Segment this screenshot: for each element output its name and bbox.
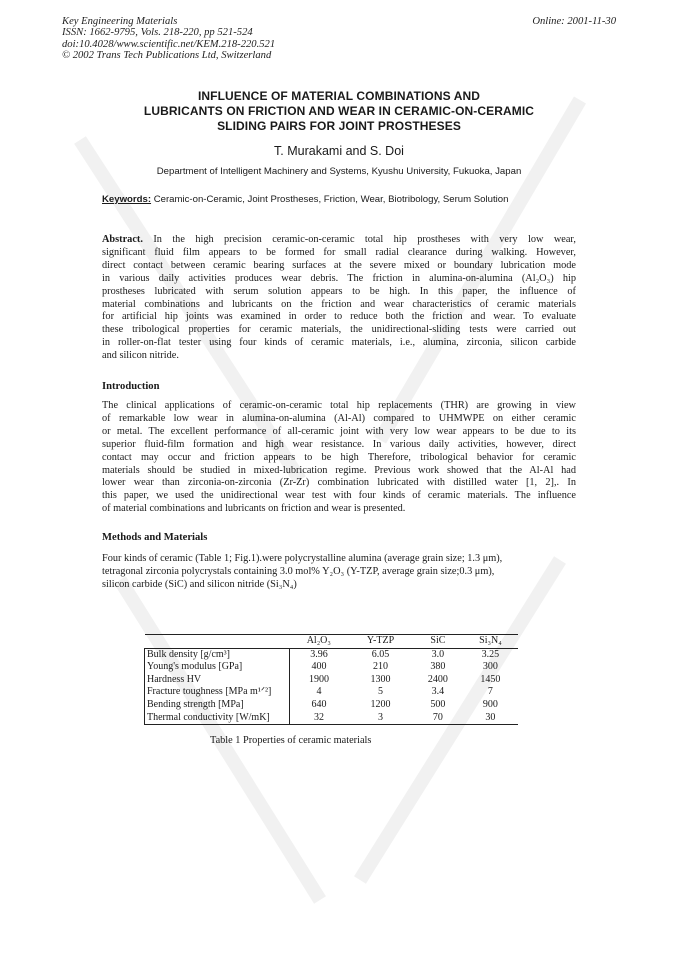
table-cell: 400 <box>311 661 327 673</box>
journal-name: Key Engineering Materials <box>62 16 178 27</box>
table-cell: 5 <box>378 686 384 698</box>
abstract-line: in various daily activities produces wear debris. The friction in alumina-on-alumina (Al₂O₃) hip <box>102 272 576 284</box>
doi-line: doi:10.4028/www.scientific.net/KEM.218-220.521 <box>62 38 276 50</box>
introduction-paragraph <box>102 400 576 516</box>
authors: T. Murakami and S. Doi <box>274 144 404 158</box>
abstract-line: material combinations and lubricants on the friction and wear characteristics of ceramic materials <box>102 298 576 310</box>
table-cell: 7 <box>487 686 493 698</box>
abstract-line: significant fluid film appears to be formed for small radial clearance during walking. However, <box>102 246 576 258</box>
abstract-line <box>102 234 576 247</box>
table-cell: Fracture toughness [MPa m¹ᐟ²] <box>145 686 290 699</box>
table-row <box>145 674 519 687</box>
properties-table <box>144 634 518 725</box>
table-row <box>145 699 519 712</box>
methods-line: Four kinds of ceramic (Table 1; Fig.1).were polycrystalline alumina (average grain size; 1.3 μm), <box>102 553 503 564</box>
table-header-cell: SiC <box>413 635 463 649</box>
title-line: INFLUENCE OF MATERIAL COMBINATIONS AND <box>197 89 480 103</box>
table-cell: 32 <box>290 712 349 725</box>
introduction-line: superior fluid-film formation and high wear resistance. In various daily activities, however, direct <box>102 438 576 450</box>
journal-header <box>62 16 275 62</box>
table-header-cell: Y-TZP <box>348 635 413 649</box>
abstract-paragraph <box>102 234 576 363</box>
abstract-line: these tribological properties for ceramic materials, the unidirectional-sliding tests were carried out <box>102 324 576 336</box>
table-row <box>145 712 519 725</box>
table-cell: Young's modulus [GPa] <box>145 661 290 674</box>
table-cell: 500 <box>430 698 446 710</box>
table-header-cell <box>145 635 290 649</box>
introduction-line: The clinical applications of ceramic-on-ceramic total hip replacements (THR) are growing in view <box>102 400 576 411</box>
table-cell: 640 <box>311 698 327 710</box>
methods-paragraph <box>102 553 576 592</box>
table-caption: Table 1 Properties of ceramic materials <box>210 735 372 746</box>
table-cell: 300 <box>482 661 498 673</box>
table-cell: Hardness HV <box>145 674 290 687</box>
affiliation: Department of Intelligent Machinery and Systems, Kyushu University, Fukuoka, Japan <box>156 166 522 177</box>
table-header-cell: Si₃N₄ <box>463 635 518 649</box>
table-cell: 3 <box>348 712 413 725</box>
online-date: Online: 2001-11-30 <box>532 16 616 27</box>
keywords-text: Ceramic-on-Ceramic, Joint Prostheses, Friction, Wear, Biotribology, Serum Solution <box>151 194 509 205</box>
table-cell: 1900 <box>309 673 330 685</box>
table-cell: 1300 <box>370 673 391 685</box>
table-cell: 3.4 <box>431 686 445 698</box>
table-row <box>145 648 519 661</box>
table-cell: Bending strength [MPa] <box>145 699 290 712</box>
abstract-line: in roller-on-flat tester using four kinds of ceramic materials, i.e., alumina, zirconia, silicon carbide <box>102 337 576 349</box>
abstract-line: and silicon nitride. <box>102 350 179 362</box>
table-cell: 1200 <box>370 698 391 710</box>
introduction-line: or metal. The excellent performance of all-ceramic joint with very low wear appears to be due to its <box>102 425 576 437</box>
introduction-line: of remarkable low wear in alumina-on-alumina (Al-Al) compared to UHMWPE on either ceramic <box>102 412 576 424</box>
abstract-line: direct contact between ceramic bearing surfaces at the severe mixed or boundary lubrication mode <box>102 259 576 271</box>
table-cell: 2400 <box>427 673 448 685</box>
table-cell: 30 <box>463 712 518 725</box>
table-cell: Thermal conductivity [W/mK] <box>145 712 290 725</box>
abstract-label: Abstract. <box>102 234 143 245</box>
copyright-line: © 2002 Trans Tech Publications Ltd, Switzerland <box>62 50 272 62</box>
introduction-line: contact may occur and friction appears to be high Therefore, tribological behavior for ceramic <box>102 451 576 463</box>
table-cell: 1450 <box>480 673 501 685</box>
title-line: LUBRICANTS ON FRICTION AND WEAR IN CERAMIC-ON-CERAMIC <box>143 104 535 118</box>
methods-line: tetragonal zirconia polycrystals containing 3.0 mol% Y₂O₃ (Y-TZP, average grain size;0.3 μm), <box>102 565 495 577</box>
introduction-line: lower wear than zirconia-on-zirconia (Zr-Zr) combination lubricated with distilled water [1, 2],. In <box>102 477 576 489</box>
table-cell: 6.05 <box>371 648 390 660</box>
methods-line: silicon carbide (SiC) and silicon nitride (Si₃N₄) <box>102 578 297 590</box>
keywords-label: Keywords: <box>102 194 152 205</box>
paper-title <box>90 89 588 134</box>
table-cell: 70 <box>413 712 463 725</box>
keywords <box>102 194 508 205</box>
introduction-line: of material combinations and lubricants on friction and wear is presented. <box>102 503 406 515</box>
table-cell: 3.96 <box>310 648 328 660</box>
table-cell: Bulk density [g/cm³] <box>145 648 290 661</box>
table-row <box>145 661 519 674</box>
introduction-line: materials should be studied in mixed-lubrication regime. Previous work showed that the Al-Al had <box>102 464 576 476</box>
table-cell: 4 <box>316 686 322 698</box>
abstract-line: for artificial hip joints was examined in order to reduce both the friction and wear. To evaluate <box>102 311 576 323</box>
title-line: SLIDING PAIRS FOR JOINT PROSTHESES <box>217 119 461 133</box>
table-cell: 900 <box>482 698 498 710</box>
abstract-line-text: In the high precision ceramic-on-ceramic total hip prostheses with very low wear, <box>142 234 576 245</box>
abstract-line: prostheses lubricated with serum solution appears to be high. In this paper, the influence of <box>102 285 576 297</box>
issn-line: ISSN: 1662-9795, Vols. 218-220, pp 521-524 <box>62 27 253 39</box>
section-heading-methods: Methods and Materials <box>102 532 208 543</box>
table-cell: 210 <box>373 661 389 673</box>
table-header-row <box>145 635 519 649</box>
table-row <box>145 686 519 699</box>
table-cell: 380 <box>430 661 446 673</box>
introduction-line: this paper, we used the unidirectional wear test with four kinds of ceramic materials. The influence <box>102 490 576 502</box>
table-cell: 3.25 <box>481 648 500 660</box>
table-header-cell: Al₂O₃ <box>290 635 349 649</box>
section-heading-introduction: Introduction <box>102 381 160 392</box>
table-cell: 3.0 <box>431 648 445 660</box>
